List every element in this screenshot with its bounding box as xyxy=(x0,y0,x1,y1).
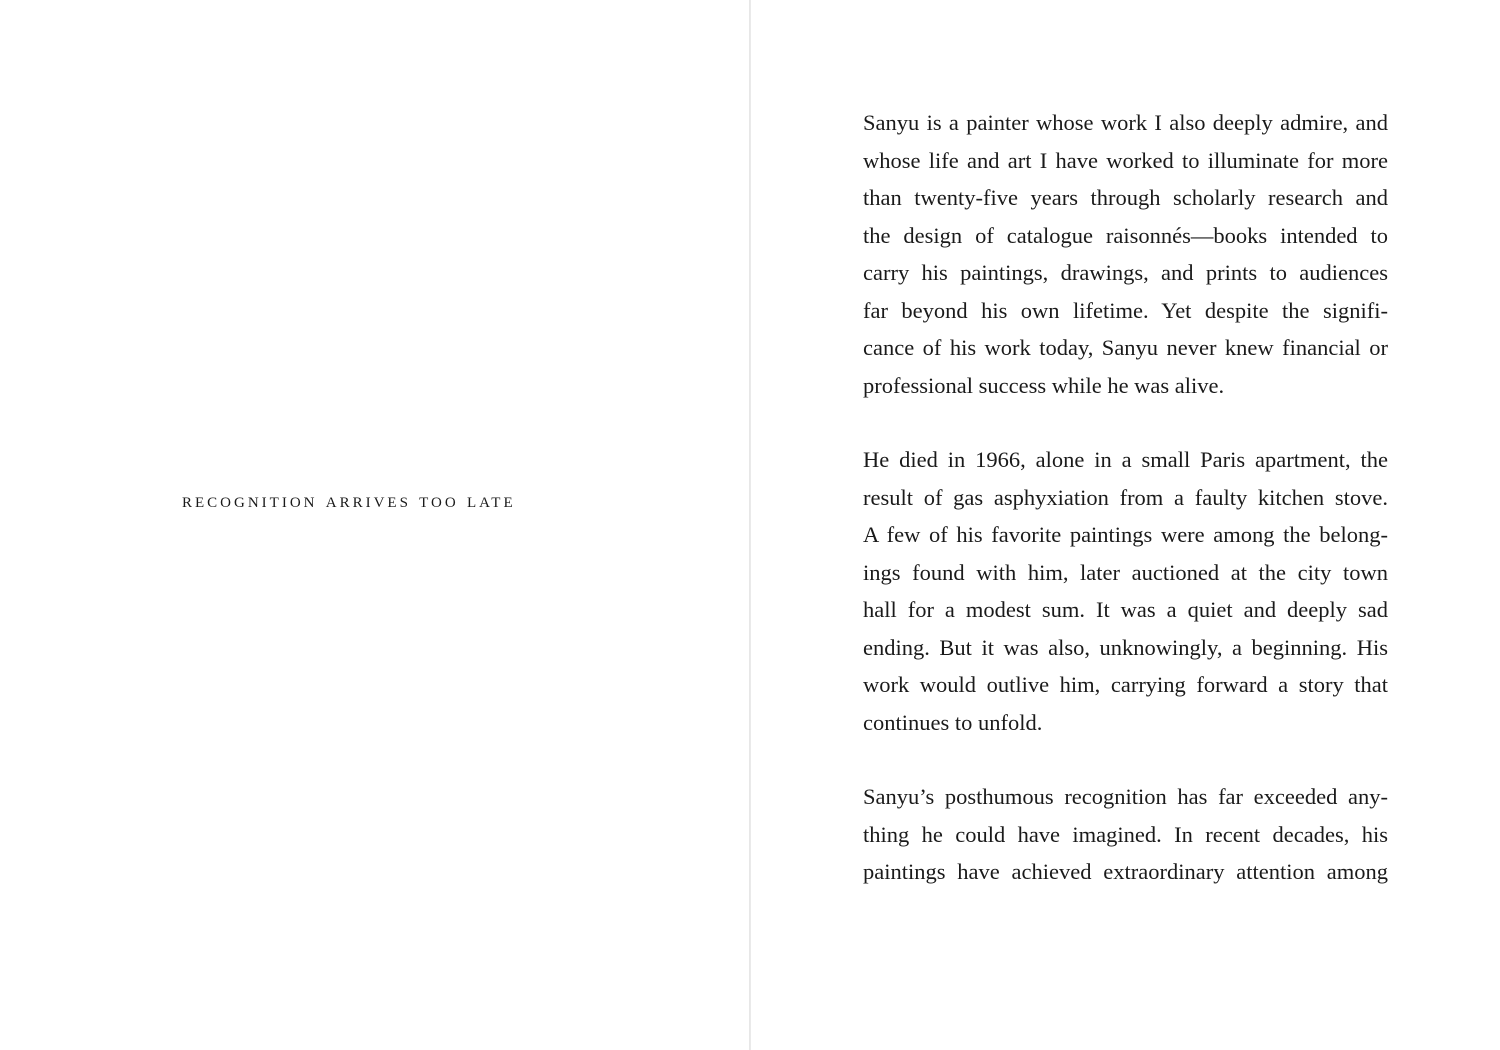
text-line: paintings have achieved extraordinary attention among xyxy=(863,859,1388,884)
text-line: than twenty-five years through scholarly research and xyxy=(863,185,1388,210)
text-line: thing he could have imagined. In recent decades, his xyxy=(863,821,1388,847)
text-line: hall for a modest sum. It was a quiet and deeply sad xyxy=(863,597,1388,622)
text-line: carry his paintings, drawings, and prints to audiences xyxy=(863,260,1388,285)
text-line: whose life and art I have worked to illuminate for more xyxy=(863,147,1388,173)
text-line: far beyond his own lifetime. Yet despite the signifi- xyxy=(863,297,1388,323)
paragraph-2 xyxy=(863,441,1388,741)
text-line: work would outlive him, carrying forward a story that xyxy=(863,672,1388,697)
text-line: ending. But it was also, unknowingly, a beginning. His xyxy=(863,634,1388,660)
text-line: the design of catalogue raisonnés—books intended to xyxy=(863,222,1388,248)
left-page xyxy=(0,0,749,1050)
section-title: recognition arrives too late xyxy=(182,488,516,512)
paragraph-1 xyxy=(863,104,1388,404)
text-line: He died in 1966, alone in a small Paris apartment, the xyxy=(863,447,1388,472)
text-line: ings found with him, later auctioned at the city town xyxy=(863,559,1388,585)
text-line: Sanyu is a painter whose work I also deeply admire, and xyxy=(863,110,1388,135)
text-line: continues to unfold. xyxy=(863,709,1043,735)
paragraph-3 xyxy=(863,778,1388,891)
body-text xyxy=(863,104,1388,928)
text-line: Sanyu’s posthumous recognition has far exceeded any- xyxy=(863,784,1388,809)
text-line: result of gas asphyxiation from a faulty kitchen stove. xyxy=(863,484,1388,510)
text-line: professional success while he was alive. xyxy=(863,372,1225,398)
text-line: cance of his work today, Sanyu never knew financial or xyxy=(863,335,1388,360)
right-page xyxy=(751,0,1500,1050)
text-line: A few of his favorite paintings were among the belong- xyxy=(863,522,1388,547)
